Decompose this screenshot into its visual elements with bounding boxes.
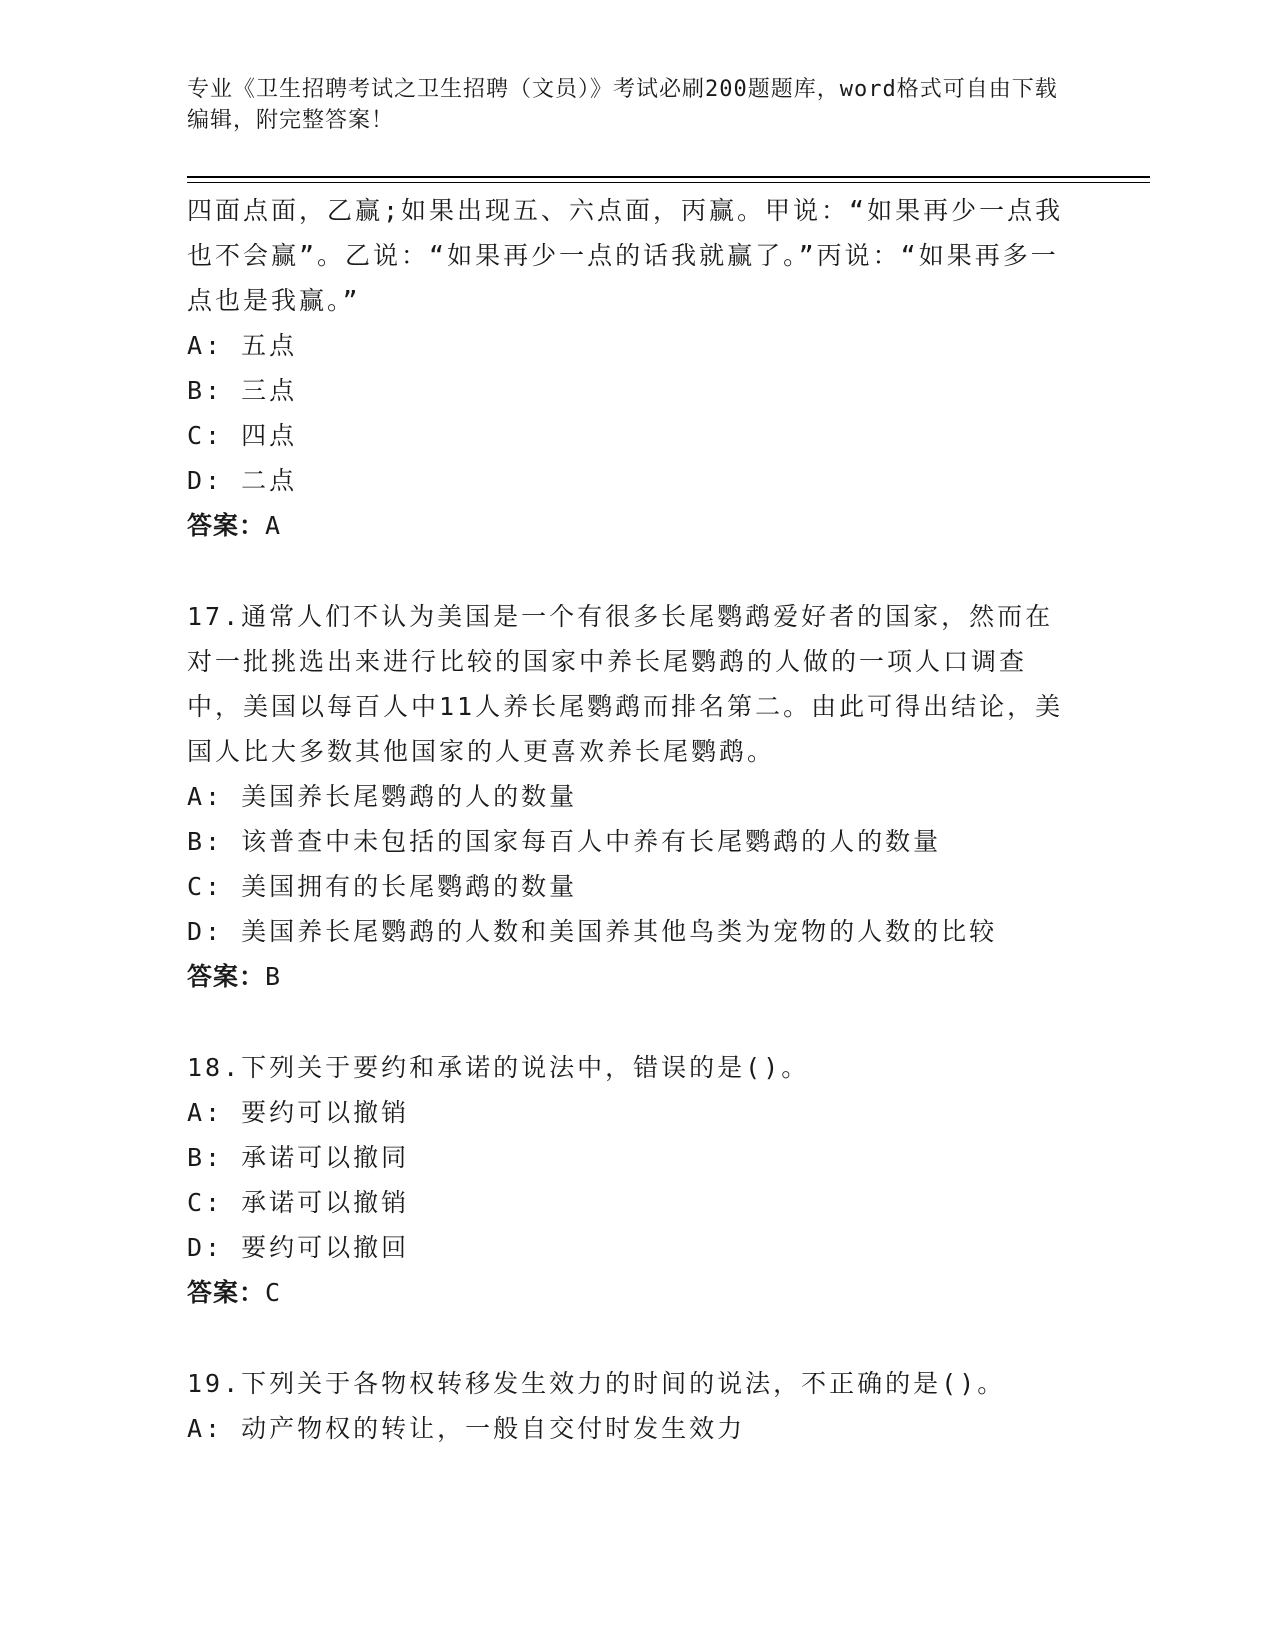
question-17-option-a: A: 美国养长尾鹦鹉的人的数量 — [187, 782, 578, 811]
question-19-option-a: A: 动产物权的转让，一般自交付时发生效力 — [187, 1414, 746, 1443]
question-17-answer — [187, 954, 1077, 999]
question-16-option-a: A: 五点 — [187, 331, 298, 360]
header-divider-thin — [187, 182, 1150, 183]
question-18-option-d: D: 要约可以撤回 — [187, 1233, 410, 1262]
question-16-option-b: B: 三点 — [187, 376, 298, 405]
question-16-option-d: D: 二点 — [187, 466, 298, 495]
question-16-answer — [187, 503, 1077, 548]
question-17-stem: 17.通常人们不认为美国是一个有很多长尾鹦鹉爱好者的国家，然而在对一批挑选出来进行比较的国家中养长尾鹦鹉的人做的一项人口调查中，美国以每百人中11人养长尾鹦鹉而排名第二。由此可得出结论，美国人比大多数其他国家的人更喜欢养长尾鹦鹉。 — [187, 602, 1064, 766]
question-18-stem: 18.下列关于要约和承诺的说法中，错误的是()。 — [187, 1053, 810, 1082]
answer-label: 答案： — [187, 511, 266, 540]
question-16-option-c: C: 四点 — [187, 421, 298, 450]
question-18-answer — [187, 1270, 1077, 1315]
question-17-option-c: C: 美国拥有的长尾鹦鹉的数量 — [187, 872, 578, 901]
answer-value: B — [265, 962, 282, 991]
header-divider-thick — [187, 176, 1150, 178]
question-19-stem: 19.下列关于各物权转移发生效力的时间的说法，不正确的是()。 — [187, 1369, 1006, 1398]
question-17-option-b: B: 该普查中未包括的国家每百人中养有长尾鹦鹉的人的数量 — [187, 827, 942, 856]
answer-value: A — [265, 511, 282, 540]
question-18 — [187, 1045, 1077, 1315]
question-18-option-a: A: 要约可以撤销 — [187, 1098, 410, 1127]
question-16-stem: 四面点面，乙赢;如果出现五、六点面，丙赢。甲说：“如果再少一点我也不会赢”。乙说：“如果再少一点的话我就赢了。”丙说：“如果再多一点也是我赢。” — [187, 196, 1064, 315]
question-16 — [187, 188, 1077, 548]
answer-label: 答案： — [187, 1278, 266, 1307]
answer-label: 答案： — [187, 962, 266, 991]
document-header: 专业《卫生招聘考试之卫生招聘（文员）》考试必刷200题题库，word格式可自由下载编辑，附完整答案！ — [187, 77, 1058, 133]
question-17 — [187, 594, 1077, 999]
question-18-option-b: B: 承诺可以撤同 — [187, 1143, 410, 1172]
question-17-option-d: D: 美国养长尾鹦鹉的人数和美国养其他鸟类为宠物的人数的比较 — [187, 917, 998, 946]
answer-value: C — [265, 1278, 282, 1307]
question-19 — [187, 1361, 1077, 1451]
document-body — [187, 188, 1077, 1451]
question-18-option-c: C: 承诺可以撤销 — [187, 1188, 410, 1217]
